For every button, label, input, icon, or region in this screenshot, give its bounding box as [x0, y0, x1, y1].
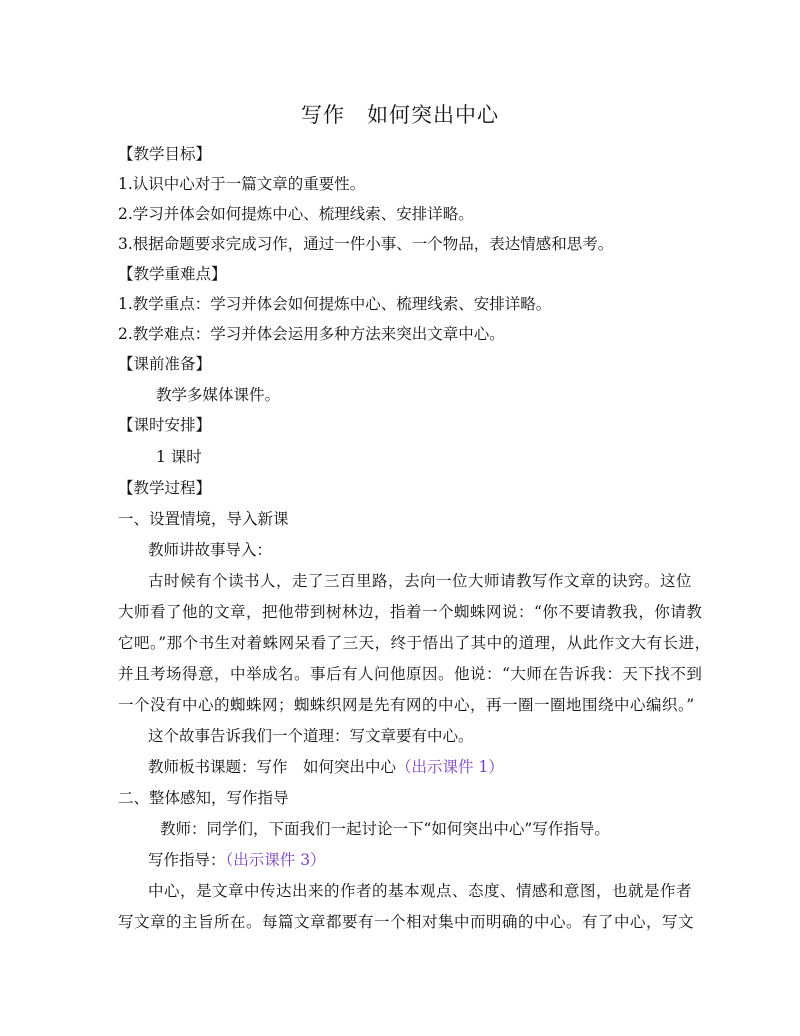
part1-heading: 一、设置情境，导入新课 [118, 510, 289, 528]
story-line-2: 大师看了他的文章，把他带到树林边，指着一个蜘蛛网说：“你不要请教我，你请教 [118, 603, 703, 621]
guide-line [148, 849, 690, 871]
keypoint-item-1: 1.教学重点：学习并体会如何提炼中心、梳理线索、安排详略。 [118, 295, 552, 313]
center-line-2: 写文章的主旨所在。每篇文章都要有一个相对集中而明确的中心。有了中心，写文 [118, 913, 695, 931]
keypoint-item-2: 2.教学难点：学习并体会运用多种方法来突出文章中心。 [118, 325, 505, 343]
keypoints-heading: 【教学重难点】 [118, 265, 227, 283]
story-line-3: 它吧。”那个书生对着蛛网呆看了三天，终于悟出了其中的道理，从此作文大有长进， [118, 634, 711, 652]
part2-teacher: 教师：同学们，下面我们一起讨论一下“如何突出中心”写作指导。 [160, 820, 610, 838]
schedule-heading: 【课时安排】 [118, 416, 212, 434]
courseware-3-link[interactable]: （出示课件 3） [225, 851, 326, 869]
courseware-1-link[interactable]: （出示课件 1） [396, 758, 504, 776]
preparation-heading: 【课前准备】 [118, 355, 212, 373]
preparation-text: 教学多媒体课件。 [156, 386, 281, 404]
board-title-text: 教师板书课题：写作 如何突出中心 [148, 758, 397, 776]
process-heading: 【教学过程】 [118, 479, 212, 497]
part2-heading: 二、整体感知，写作指导 [118, 789, 289, 807]
objectives-heading: 【教学目标】 [118, 145, 212, 163]
guide-label: 写作指导： [148, 851, 226, 869]
story-moral: 这个故事告诉我们一个道理：写文章要有中心。 [148, 727, 474, 745]
objective-item-3: 3.根据命题要求完成习作，通过一件小事、一个物品，表达情感和思考。 [118, 235, 614, 253]
objective-item-1: 1.认识中心对于一篇文章的重要性。 [118, 175, 366, 193]
board-title-line [148, 756, 690, 778]
story-line-1: 古时候有个读书人，走了三百里路，去向一位大师请教写作文章的诀窍。这位 [148, 572, 693, 590]
story-line-5: 一个没有中心的蜘蛛网；蜘蛛织网是先有网的中心，再一圈一圈地围绕中心编织。” [118, 696, 695, 714]
part1-intro: 教师讲故事导入： [148, 541, 273, 559]
document-title: 写作 如何突出中心 [301, 103, 499, 127]
objective-item-2: 2.学习并体会如何提炼中心、梳理线索、安排详略。 [118, 205, 474, 223]
center-line-1: 中心，是文章中传达出来的作者的基本观点、态度、情感和意图，也就是作者 [148, 882, 693, 900]
story-line-4: 并且考场得意，中举成名。事后有人问他原因。他说：“大师在告诉我：天下找不到 [118, 665, 703, 683]
schedule-text: 1 课时 [156, 448, 202, 466]
